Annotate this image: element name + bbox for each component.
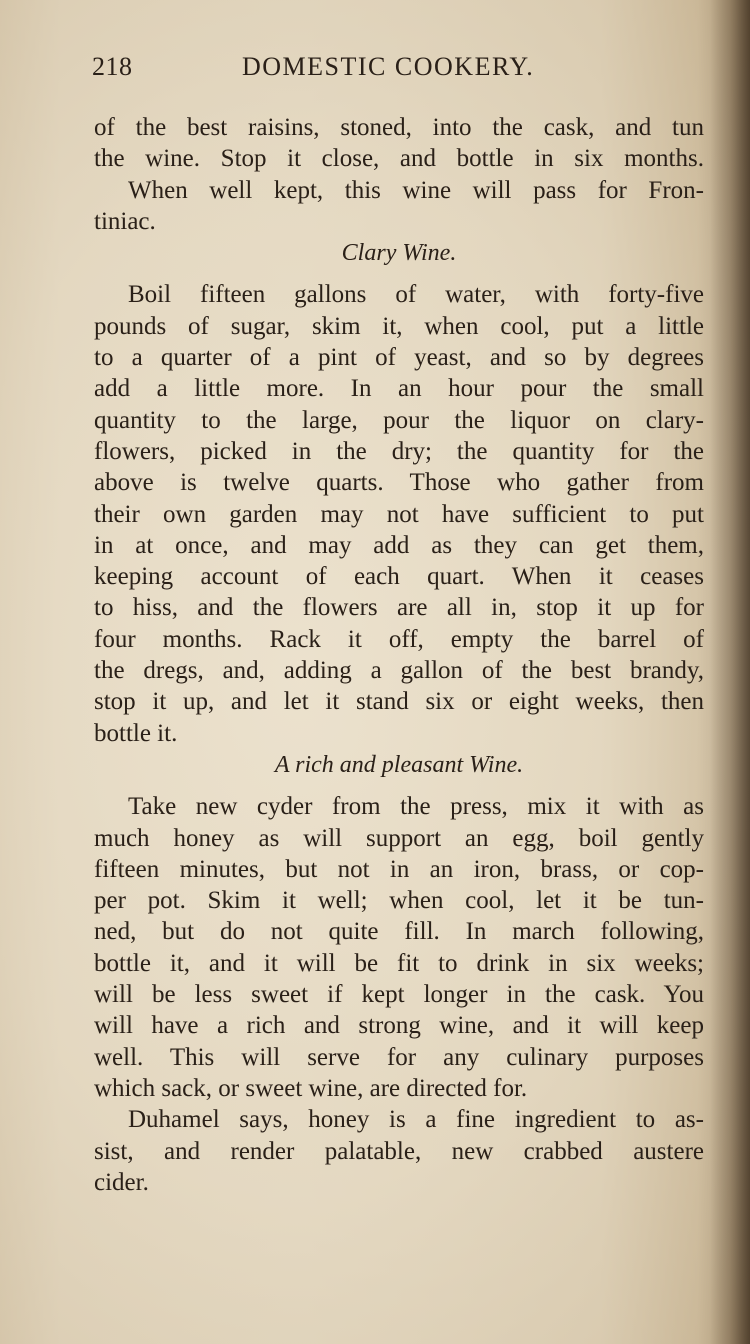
spine-shadow: [710, 0, 750, 1344]
text-line: quantity to the large, pour the liquor on clary-: [94, 406, 704, 434]
text-line: will be less sweet if kept longer in the cask. You: [94, 981, 704, 1009]
text-line: Take new cyder from the press, mix it with as: [128, 793, 704, 821]
text-line: flowers, picked in the dry; the quantity for the: [94, 437, 704, 465]
text-line: cider.: [94, 1168, 149, 1196]
text-line: to hiss, and the flowers are all in, stop it up for: [94, 594, 704, 622]
text-line: pounds of sugar, skim it, when cool, put a little: [94, 312, 704, 340]
text-line: well. This will serve for any culinary purposes: [94, 1043, 704, 1071]
text-line: stop it up, and let it stand six or eight weeks, then: [94, 688, 704, 716]
text-line: will have a rich and strong wine, and it will keep: [94, 1012, 704, 1040]
text-line: When well kept, this wine will pass for Fron-: [128, 176, 704, 204]
text-line: of the best raisins, stoned, into the cask, and tun: [94, 114, 704, 141]
text-line: in at once, and may add as they can get them,: [94, 531, 704, 559]
text-line: keeping account of each quart. When it ceases: [94, 563, 704, 591]
text-line: Duhamel says, honey is a fine ingredient to as-: [128, 1106, 704, 1134]
text-line: Boil fifteen gallons of water, with forty-five: [128, 281, 704, 309]
text-line: their own garden may not have sufficient to put: [94, 500, 704, 528]
text-line: sist, and render palatable, new crabbed austere: [94, 1137, 704, 1165]
body-text: [94, 112, 704, 1198]
text-line: bottle it.: [94, 719, 178, 747]
page-number: 218: [92, 52, 133, 81]
text-line: to a quarter of a pint of yeast, and so by degrees: [94, 344, 704, 372]
text-line: bottle it, and it will be fit to drink in six weeks;: [94, 949, 704, 977]
running-head: DOMESTIC COOKERY.: [242, 52, 535, 81]
text-line: per pot. Skim it well; when cool, let it be tun-: [94, 887, 704, 915]
text-line: four months. Rack it off, empty the barrel of: [94, 625, 704, 653]
text-line: much honey as will support an egg, boil gently: [94, 824, 704, 852]
text-line: fifteen minutes, but not in an iron, brass, or cop-: [94, 855, 704, 883]
text-line: the dregs, and, adding a gallon of the best brandy,: [94, 657, 704, 685]
text-line: above is twelve quarts. Those who gather from: [94, 469, 704, 497]
recipe-title-clary-wine: Clary Wine.: [341, 240, 457, 267]
text-line: tiniac.: [94, 207, 156, 235]
text-line: which sack, or sweet wine, are directed for.: [94, 1074, 528, 1102]
text-line: the wine. Stop it close, and bottle in six months.: [94, 145, 704, 173]
recipe-title-rich-wine: A rich and pleasant Wine.: [274, 751, 524, 778]
text-line: ned, but do not quite fill. In march following,: [94, 918, 704, 946]
text-line: add a little more. In an hour pour the small: [94, 375, 704, 403]
page-header: [92, 52, 702, 92]
